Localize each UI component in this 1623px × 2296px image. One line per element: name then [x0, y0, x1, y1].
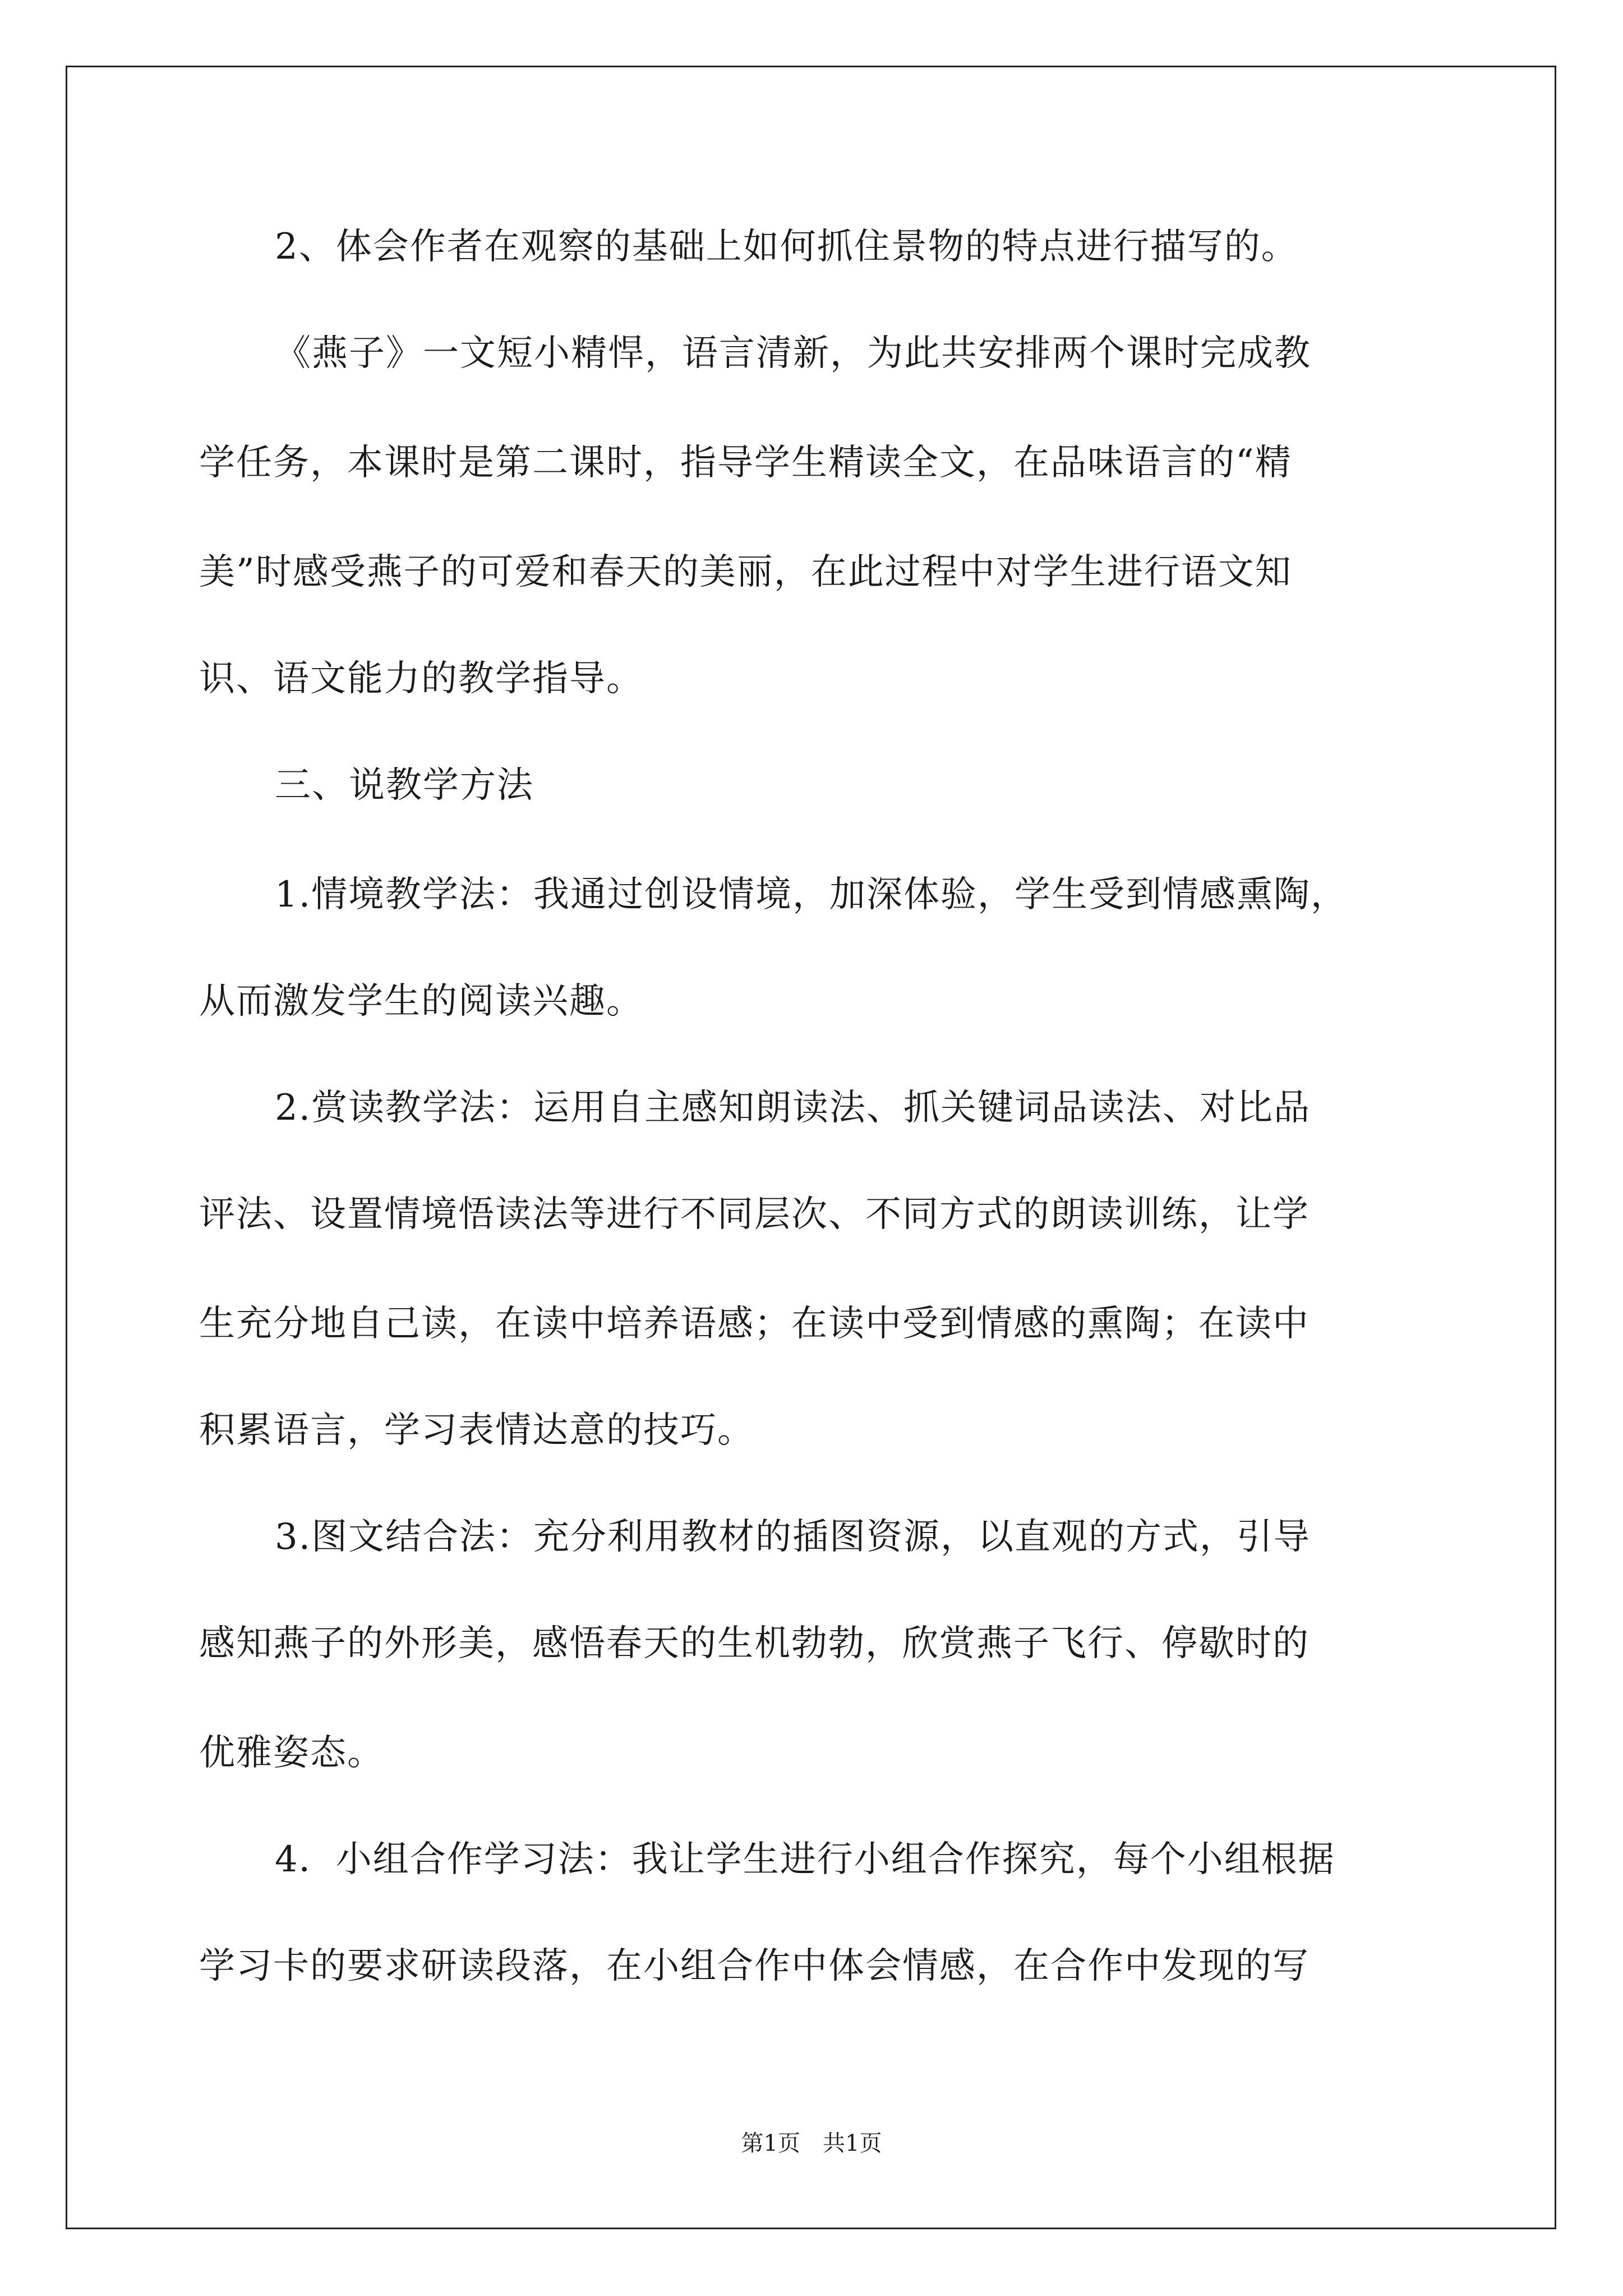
text-line-12: 积累语言，学习表情达意的技巧。 — [199, 1410, 754, 1451]
section-heading: 三、说教学方法 — [275, 765, 534, 806]
text-line-9: 2.赏读教学法：运用自主感知朗读法、抓关键词品读法、对比品 — [275, 1087, 1311, 1129]
text-line-4: 美”时感受燕子的可爱和春天的美丽，在此过程中对学生进行语文知 — [199, 551, 1292, 593]
text-line-16: 4．小组合作学习法：我让学生进行小组合作探究，每个小组根据 — [275, 1839, 1335, 1880]
text-line-17: 学习卡的要求研读段落，在小组合作中体会情感，在合作中发现的写 — [199, 1945, 1310, 1987]
page-footer: 第1页 共1页 — [741, 2131, 882, 2156]
text-line-15: 优雅姿态。 — [199, 1732, 384, 1774]
text-line-8: 从而激发学生的阅读兴趣。 — [199, 981, 643, 1022]
text-line-2: 《燕子》一文短小精悍，语言清新，为此共安排两个课时完成教 — [275, 333, 1311, 374]
text-line-11: 生充分地自己读，在读中培养语感；在读中受到情感的熏陶；在读中 — [199, 1303, 1310, 1345]
page-border — [66, 66, 1556, 2229]
text-line-3: 学任务，本课时是第二课时，指导学生精读全文，在品味语言的“精 — [199, 442, 1292, 484]
text-line-5: 识、语文能力的教学指导。 — [199, 658, 643, 700]
text-line-10: 评法、设置情境悟读法等进行不同层次、不同方式的朗读训练，让学 — [199, 1194, 1310, 1235]
text-line-1: 2、体会作者在观察的基础上如何抓住景物的特点进行描写的。 — [275, 226, 1298, 268]
text-line-14: 感知燕子的外形美，感悟春天的生机勃勃，欣赏燕子飞行、停歇时的 — [199, 1623, 1310, 1664]
text-line-7: 1.情境教学法：我通过创设情境，加深体验，学生受到情感熏陶， — [275, 874, 1348, 915]
text-line-13: 3.图文结合法：充分利用教材的插图资源，以直观的方式，引导 — [275, 1516, 1311, 1558]
